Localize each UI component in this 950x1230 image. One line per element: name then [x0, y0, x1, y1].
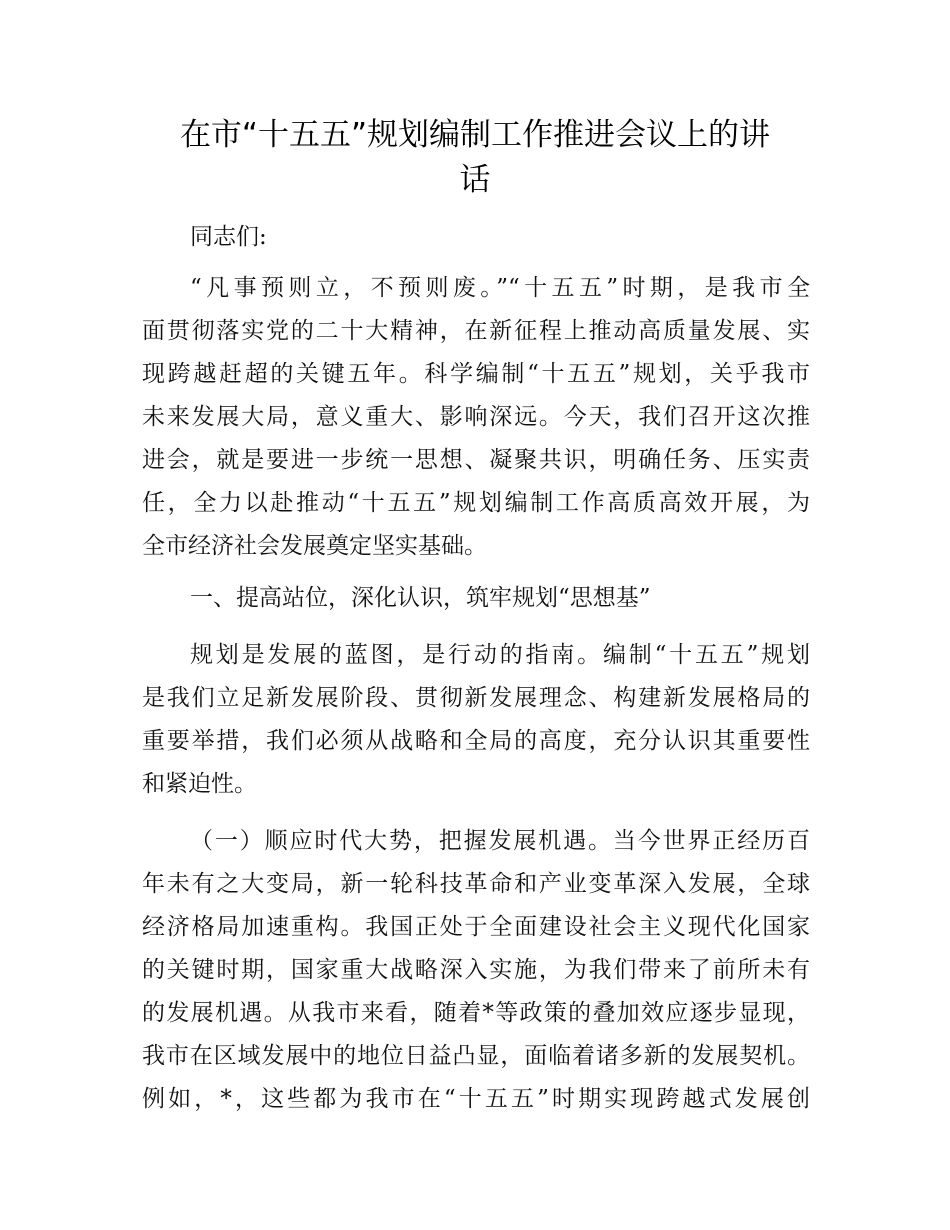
paragraph-line: 面贯彻落实党的二十大精神，在新征程上推动高质量发展、实: [142, 318, 810, 344]
paragraph-line: 是我们立足新发展阶段、贯彻新发展理念、构建新发展格局的: [142, 685, 810, 711]
paragraph-line: （一）顺应时代大势，把握发展机遇。当今世界正经历百: [190, 828, 810, 854]
paragraph-line: 进会，就是要进一步统一思想、凝聚共识，明确任务、压实责: [142, 447, 810, 473]
paragraph-line: 的发展机遇。从我市来看，随着*等政策的叠加效应逐步显现，: [142, 1000, 810, 1026]
paragraph-line: “凡事预则立，不预则废。”“十五五”时期，是我市全: [190, 275, 810, 301]
paragraph-line: 和紧迫性。: [142, 771, 257, 797]
paragraph-line: 的关键时期，国家重大战略深入实施，为我们带来了前所未有: [142, 957, 810, 983]
paragraph-line: 规划是发展的蓝图，是行动的指南。编制“十五五”规划: [190, 642, 810, 668]
paragraph-line: 任，全力以赴推动“十五五”规划编制工作高质高效开展，为: [142, 490, 810, 516]
document-title: 在市“十五五”规划编制工作推进会议上的讲: [179, 117, 771, 153]
salutation: 同志们:: [190, 224, 267, 250]
paragraph-line: 我市在区域发展中的地位日益凸显，面临着诸多新的发展契机。: [142, 1043, 810, 1069]
document-title-cont: 话: [459, 162, 491, 198]
paragraph-line: 例如，*，这些都为我市在“十五五”时期实现跨越式发展创: [142, 1086, 810, 1112]
paragraph-line: 现跨越赶超的关键五年。科学编制“十五五”规划，关乎我市: [142, 361, 810, 387]
paragraph-line: 重要举措，我们必须从战略和全局的高度，充分认识其重要性: [142, 728, 810, 754]
paragraph-line: 经济格局加速重构。我国正处于全面建设社会主义现代化国家: [142, 914, 810, 940]
paragraph-line: 未来发展大局，意义重大、影响深远。今天，我们召开这次推: [142, 404, 810, 430]
section-heading: 一、提高站位，深化认识，筑牢规划“思想基”: [190, 585, 651, 611]
paragraph-line: 全市经济社会发展奠定坚实基础。: [142, 533, 487, 559]
paragraph-line: 年未有之大变局，新一轮科技革命和产业变革深入发展，全球: [142, 871, 810, 897]
